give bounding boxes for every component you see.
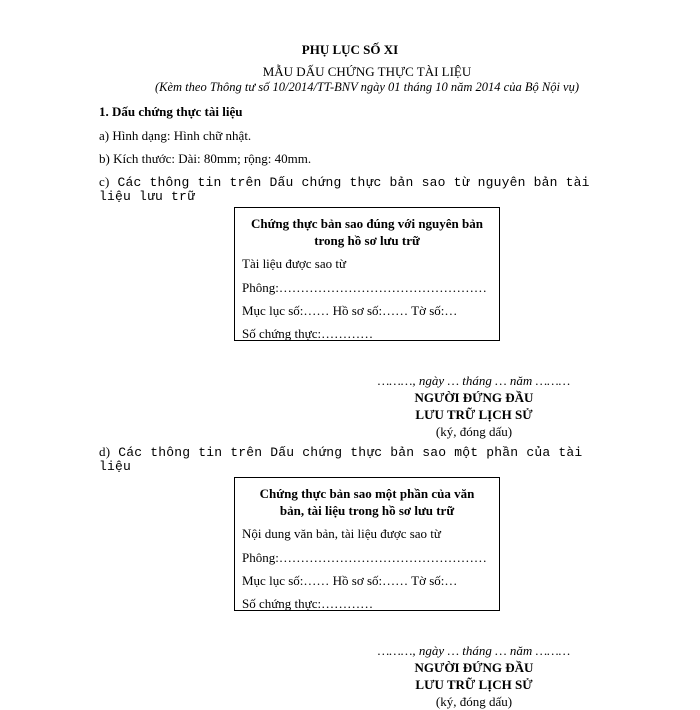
- stamp-full-copy: [234, 207, 500, 341]
- item-c-description: [99, 175, 699, 204]
- item-c-text-line2: liệu lưu trữ: [99, 189, 196, 204]
- section-heading: 1. Dấu chứng thực tài liệu: [99, 104, 243, 119]
- signature-note: (ký, đóng dấu): [435, 694, 513, 709]
- signatory-title-line2: LƯU TRỮ LỊCH SỬ: [415, 677, 533, 692]
- stamp-fonds-line: Phông:…………………………………………: [242, 550, 487, 565]
- stamp-full-copy-title: [235, 215, 499, 249]
- item-c-text-line1: Các thông tin trên Dấu chứng thực bản sao từ nguyên bản tài: [117, 175, 590, 190]
- signature-date: ………, ngày … tháng … năm ………: [377, 643, 571, 658]
- item-d-text-line2: liệu: [99, 459, 132, 474]
- stamp-partial-copy: [234, 477, 500, 611]
- stamp-cert-number-line: Số chứng thực:…………: [242, 326, 374, 341]
- document-title: MẪU DẤU CHỨNG THỰC TÀI LIỆU: [262, 64, 472, 79]
- stamp-title-line2: trong hồ sơ lưu trữ: [314, 233, 420, 248]
- stamp-cert-number-line: Số chứng thực:…………: [242, 596, 374, 611]
- stamp-title-line2: bản, tài liệu trong hồ sơ lưu trữ: [279, 503, 455, 518]
- stamp-index-line: Mục lục số:…… Hồ sơ số:…… Tờ số:…: [242, 573, 458, 588]
- shape-spec: a) Hình dạng: Hình chữ nhật.: [99, 128, 252, 143]
- signature-note: (ký, đóng dấu): [435, 424, 513, 439]
- signature-block-c: [340, 372, 608, 440]
- legal-reference-note: (Kèm theo Thông tư số 10/2014/TT-BNV ngày 01 tháng 10 năm 2014 của Bộ Nội vụ): [154, 80, 580, 94]
- appendix-number: PHỤ LỤC SỐ XI: [301, 42, 399, 57]
- signatory-title-line1: NGƯỜI ĐỨNG ĐẦU: [414, 390, 534, 405]
- stamp-title-line1: Chứng thực bản sao một phần của văn: [259, 486, 475, 501]
- stamp-fonds-line: Phông:…………………………………………: [242, 280, 487, 295]
- signatory-title-line1: NGƯỜI ĐỨNG ĐẦU: [414, 660, 534, 675]
- stamp-index-line: Mục lục số:…… Hồ sơ số:…… Tờ số:…: [242, 303, 458, 318]
- signature-date: ………, ngày … tháng … năm ………: [377, 373, 571, 388]
- size-spec: b) Kích thước: Dài: 80mm; rộng: 40mm.: [99, 151, 312, 166]
- stamp-title-line1: Chứng thực bản sao đúng với nguyên bản: [251, 216, 483, 231]
- item-d-text-line1: Các thông tin trên Dấu chứng thực bản sao một phần của tài: [118, 445, 583, 460]
- signatory-title-line2: LƯU TRỮ LỊCH SỬ: [415, 407, 533, 422]
- stamp-source-line: Nội dung văn bản, tài liệu được sao từ: [242, 526, 441, 541]
- item-d-label: d): [99, 444, 111, 459]
- stamp-source-line: Tài liệu được sao từ: [242, 256, 346, 271]
- item-d-description: [99, 445, 699, 474]
- stamp-partial-copy-title: [235, 485, 499, 519]
- item-c-label: c): [99, 174, 110, 189]
